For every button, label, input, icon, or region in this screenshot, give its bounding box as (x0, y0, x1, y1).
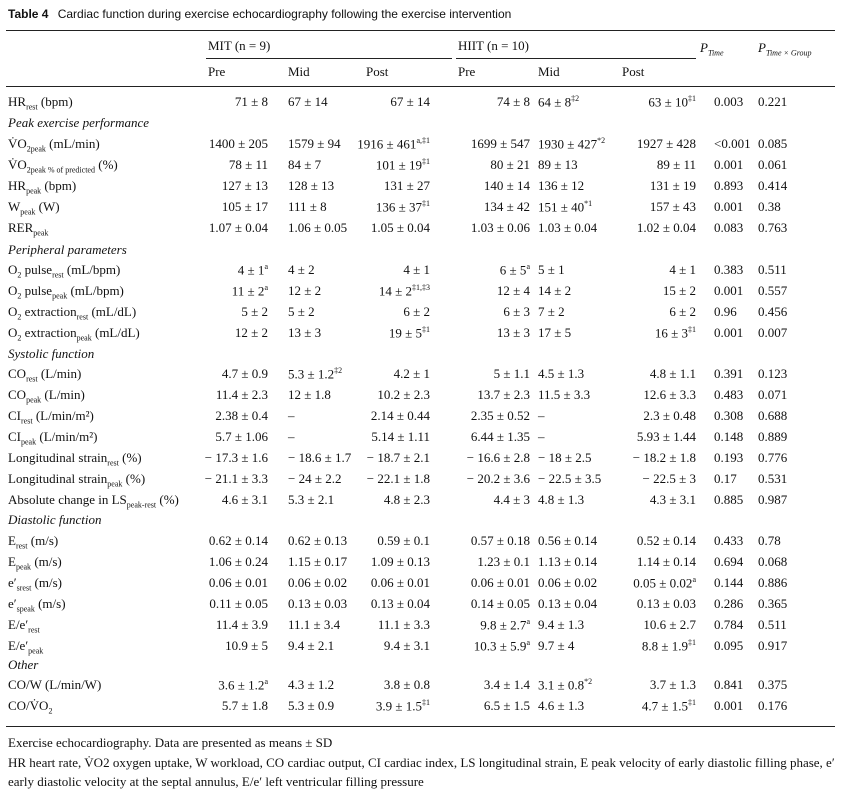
value-cell: 7 ± 2 (538, 304, 565, 319)
table-row (0, 220, 847, 241)
value-cell: 0.11 ± 0.05 (209, 596, 268, 611)
p-value-cell: 0.414 (758, 178, 788, 193)
value-cell: $151 \pm 40^{*1}$ (538, 199, 593, 215)
row-label: $CO_{peak}$ (L/min) (8, 387, 85, 405)
p-value-cell: 0.784 (714, 617, 744, 632)
p-value-cell: 0.38 (758, 199, 781, 214)
tp-hiit-post: Post (622, 64, 645, 79)
value-cell: 6 ± 2 (403, 304, 430, 319)
mit-rule (206, 58, 452, 59)
row-label: CO/W (L/min/W) (8, 677, 102, 692)
p-value-cell: 0.148 (714, 429, 744, 444)
value-cell: 3.7 ± 1.3 (649, 677, 696, 692)
p-value-cell: 0.286 (714, 596, 744, 611)
value-cell: 1927 ± 428 (636, 136, 696, 151)
value-cell: 5 ± 2 (288, 304, 315, 319)
table-row (0, 304, 847, 325)
p-value-cell: 0.483 (714, 387, 744, 402)
p-value-cell: 0.694 (714, 554, 744, 569)
row-label: $W_{peak}$ (W) (8, 199, 60, 217)
value-cell: 0.14 ± 0.05 (470, 596, 530, 611)
value-cell: 105 ± 17 (221, 199, 268, 214)
p-value-cell: 0.144 (714, 575, 744, 590)
value-cell: $5.3 \pm 1.2^{\ddagger 2}$ (288, 366, 343, 382)
row-label: $e'_{srest}$ (m/s) (8, 575, 62, 593)
value-cell: $8.8 \pm 1.9^{\ddagger 1}$ (641, 638, 696, 654)
value-cell: 13 ± 3 (288, 325, 322, 340)
value-cell: − 18.7 ± 2.1 (366, 450, 430, 465)
value-cell: 10.9 ± 5 (225, 638, 268, 653)
value-cell: – (288, 408, 295, 423)
value-cell: 14 ± 2 (538, 283, 572, 298)
p-value-cell: 0.001 (714, 283, 744, 298)
group-header-hiit: HIIT (n = 10) (458, 38, 529, 53)
value-cell: 1.09 ± 0.13 (370, 554, 430, 569)
value-cell: 4.4 ± 3 (493, 492, 530, 507)
table-row (0, 325, 847, 346)
value-cell: 136 ± 12 (538, 178, 585, 193)
value-cell: 140 ± 14 (483, 178, 530, 193)
bottom-rule (6, 726, 835, 727)
value-cell: − 17.3 ± 1.6 (204, 450, 268, 465)
table-row (0, 533, 847, 554)
p-value-cell: 0.987 (758, 492, 788, 507)
value-cell: 12 ± 4 (496, 283, 530, 298)
p-value-cell: 0.688 (758, 408, 788, 423)
value-cell: $63 \pm 10^{\ddagger 1}$ (648, 94, 696, 110)
p-time-header: $P_{Time}$ (700, 40, 724, 58)
p-value-cell: 0.391 (714, 366, 744, 381)
p-value-cell: 0.917 (758, 638, 788, 653)
p-value-cell: 0.095 (714, 638, 744, 653)
value-cell: 12 ± 2 (288, 283, 322, 298)
table-title: Cardiac function during exercise echocardiography following the exercise intervention (57, 7, 512, 21)
tp-mit-post: Post (366, 64, 389, 79)
section-systolic: Systolic function (8, 346, 95, 361)
value-cell: − 22.5 ± 3 (642, 471, 696, 486)
value-cell: 0.13 ± 0.04 (370, 596, 430, 611)
value-cell: 5.93 ± 1.44 (636, 429, 696, 444)
p-value-cell: 0.001 (714, 698, 744, 713)
value-cell: 134 ± 42 (483, 199, 530, 214)
p-value-cell: 0.083 (714, 220, 744, 235)
row-label: $CI_{rest}$ (L/min/m²) (8, 408, 94, 426)
tp-mit-pre: Pre (208, 64, 226, 79)
row-label: $O_2$ extraction$_{peak}$ (mL/dL) (8, 325, 140, 343)
value-cell: 5 ± 2 (241, 304, 268, 319)
value-cell: 4 ± 1 (403, 262, 430, 277)
row-label: $HR_{peak}$ (bpm) (8, 178, 77, 196)
value-cell: 0.62 ± 0.13 (288, 533, 348, 548)
p-value-cell: 0.841 (714, 677, 744, 692)
value-cell: 157 ± 43 (649, 199, 696, 214)
row-label: $V̇O_{2peak}$ (mL/min) (8, 136, 100, 154)
p-value-cell: 0.78 (758, 533, 781, 548)
value-cell: 0.05 ± 0.02$^a$ (633, 575, 696, 591)
table-row (0, 450, 847, 471)
row-label: $V̇O_{2peak \% of predicted}$ (%) (8, 157, 118, 175)
value-cell: 67 ± 14 (390, 94, 430, 109)
value-cell: 4.8 ± 1.1 (649, 366, 696, 381)
p-value-cell: 0.886 (758, 575, 788, 590)
value-cell: $64 \pm 8^{\ddagger 2}$ (538, 94, 580, 110)
value-cell: 4.6 ± 3.1 (221, 492, 268, 507)
table-row (0, 178, 847, 199)
value-cell: 84 ± 7 (288, 157, 322, 172)
value-cell: $136 \pm 37^{\ddagger 1}$ (375, 199, 430, 215)
value-cell: 1579 ± 94 (288, 136, 341, 151)
value-cell: 1.03 ± 0.04 (538, 220, 598, 235)
value-cell: − 18 ± 2.5 (538, 450, 592, 465)
hiit-rule (456, 58, 696, 59)
value-cell: 11.4 ± 3.9 (215, 617, 268, 632)
value-cell: 11.1 ± 3.4 (288, 617, 341, 632)
value-cell: $14 \pm 2^{\ddagger 1,\ddagger 3}$ (378, 283, 430, 299)
table-row (0, 492, 847, 513)
value-cell: 0.13 ± 0.03 (636, 596, 696, 611)
value-cell: 4.8 ± 1.3 (538, 492, 585, 507)
value-cell: 0.59 ± 0.1 (377, 533, 430, 548)
value-cell: 0.56 ± 0.14 (538, 533, 598, 548)
value-cell: 1.14 ± 0.14 (636, 554, 696, 569)
value-cell: $101 \pm 19^{\ddagger 1}$ (375, 157, 430, 173)
p-value-cell: 0.061 (758, 157, 788, 172)
value-cell: − 16.6 ± 2.8 (466, 450, 530, 465)
value-cell: 0.06 ± 0.01 (208, 575, 268, 590)
p-value-cell: 0.071 (758, 387, 788, 402)
value-cell: 2.35 ± 0.52 (470, 408, 530, 423)
value-cell: 15 ± 2 (662, 283, 696, 298)
p-value-cell: 0.433 (714, 533, 744, 548)
row-label: $E/e'_{peak}$ (8, 638, 44, 656)
section-other: Other (8, 657, 39, 672)
value-cell: 9.7 ± 4 (538, 638, 575, 653)
value-cell: – (538, 429, 545, 444)
value-cell: 9.4 ± 1.3 (538, 617, 585, 632)
p-value-cell: 0.003 (714, 94, 744, 109)
p-value-cell: 0.123 (758, 366, 788, 381)
p-value-cell: 0.085 (758, 136, 788, 151)
tp-mit-mid: Mid (288, 64, 310, 79)
value-cell: 1.02 ± 0.04 (636, 220, 696, 235)
footnote-summary: Exercise echocardiography. Data are presented as means ± SD (8, 735, 333, 750)
value-cell: 4.2 ± 1 (393, 366, 430, 381)
value-cell: 4.5 ± 1.3 (538, 366, 585, 381)
p-value-cell: 0.885 (714, 492, 744, 507)
tp-hiit-mid: Mid (538, 64, 560, 79)
table-row (0, 677, 847, 698)
value-cell: 5.3 ± 2.1 (288, 492, 335, 507)
p-value-cell: 0.456 (758, 304, 788, 319)
value-cell: $16 \pm 3^{\ddagger 1}$ (654, 325, 696, 341)
top-rule (6, 30, 835, 31)
p-value-cell: 0.763 (758, 220, 788, 235)
row-label: $O_2$ extraction$_{rest}$ (mL/dL) (8, 304, 137, 322)
value-cell: 5 ± 1.1 (493, 366, 530, 381)
value-cell: 0.06 ± 0.01 (370, 575, 430, 590)
value-cell: 4.8 ± 2.3 (383, 492, 430, 507)
value-cell: 3.8 ± 0.8 (383, 677, 430, 692)
value-cell: 10.2 ± 2.3 (377, 387, 430, 402)
table-row (0, 262, 847, 283)
p-value-cell: <0.001 (714, 136, 751, 151)
p-value-cell: 0.176 (758, 698, 788, 713)
value-cell: 0.13 ± 0.04 (538, 596, 598, 611)
value-cell: 1699 ± 547 (470, 136, 530, 151)
table-row (0, 94, 847, 115)
p-value-cell: 0.511 (758, 617, 787, 632)
value-cell: 11.5 ± 3.3 (538, 387, 591, 402)
value-cell: $3.1 \pm 0.8^{*2}$ (538, 677, 593, 693)
p-value-cell: 0.776 (758, 450, 788, 465)
value-cell: − 20.2 ± 3.6 (466, 471, 530, 486)
table-row (0, 471, 847, 492)
p-value-cell: 0.383 (714, 262, 744, 277)
value-cell: 10.6 ± 2.7 (643, 617, 696, 632)
value-cell: 6.44 ± 1.35 (470, 429, 530, 444)
p-value-cell: 0.193 (714, 450, 744, 465)
row-label: $CO_{rest}$ (L/min) (8, 366, 82, 384)
section-peripheral: Peripheral parameters (8, 242, 127, 257)
value-cell: − 18.6 ± 1.7 (288, 450, 352, 465)
value-cell: 6.5 ± 1.5 (483, 698, 530, 713)
row-label: Longitudinal strain$_{rest}$ (%) (8, 450, 142, 468)
value-cell: – (288, 429, 295, 444)
value-cell: 89 ± 11 (656, 157, 696, 172)
section-peak: Peak exercise performance (8, 115, 150, 130)
value-cell: 1.15 ± 0.17 (288, 554, 348, 569)
value-cell: 78 ± 11 (228, 157, 268, 172)
p-value-cell: 0.893 (714, 178, 744, 193)
value-cell: 11.1 ± 3.3 (377, 617, 430, 632)
value-cell: $6 \pm 5^a$ (499, 262, 530, 278)
p-value-cell: 0.001 (714, 325, 744, 340)
value-cell: 89 ± 13 (538, 157, 578, 172)
group-header-mit: MIT (n = 9) (208, 38, 271, 53)
p-value-cell: 0.511 (758, 262, 787, 277)
value-cell: 4.6 ± 1.3 (538, 698, 585, 713)
row-label: $HR_{rest}$ (bpm) (8, 94, 73, 112)
header-rule (6, 86, 835, 87)
tp-hiit-pre: Pre (458, 64, 476, 79)
value-cell: $4 \pm 1^a$ (237, 262, 268, 278)
table-row (0, 429, 847, 450)
row-label: $E_{rest}$ (m/s) (8, 533, 59, 551)
value-cell: 9.8 ± 2.7$^a$ (480, 617, 530, 633)
value-cell: 4.3 ± 1.2 (288, 677, 335, 692)
value-cell: $1930 \pm 427^{*2}$ (538, 136, 606, 152)
table-row (0, 638, 847, 659)
value-cell: 1.07 ± 0.04 (208, 220, 268, 235)
value-cell: 4 ± 1 (669, 262, 696, 277)
value-cell: 0.06 ± 0.02 (288, 575, 348, 590)
row-label: Absolute change in $LS_{peak-rest}$ (%) (8, 492, 179, 510)
value-cell: 71 ± 8 (234, 94, 268, 109)
value-cell: 1400 ± 205 (208, 136, 268, 151)
value-cell: 6 ± 2 (669, 304, 696, 319)
section-diastolic: Diastolic function (8, 512, 102, 527)
table-caption (8, 6, 511, 22)
value-cell: 0.62 ± 0.14 (208, 533, 268, 548)
value-cell: 111 ± 8 (288, 199, 327, 214)
table-row (0, 283, 847, 304)
value-cell: 128 ± 13 (288, 178, 335, 193)
value-cell: 9.4 ± 3.1 (383, 638, 430, 653)
value-cell: 2.3 ± 0.48 (643, 408, 696, 423)
value-cell: 3.4 ± 1.4 (483, 677, 530, 692)
value-cell: $11 \pm 2^a$ (231, 283, 268, 299)
value-cell: 5.7 ± 1.06 (215, 429, 268, 444)
table-row (0, 136, 847, 157)
value-cell: 13.7 ± 2.3 (477, 387, 530, 402)
value-cell: 5.14 ± 1.11 (371, 429, 430, 444)
value-cell: 1.13 ± 0.14 (538, 554, 598, 569)
value-cell: 1.06 ± 0.24 (208, 554, 268, 569)
p-value-cell: 0.531 (758, 471, 788, 486)
p-value-cell: 0.001 (714, 199, 744, 214)
p-value-cell: 0.96 (714, 304, 737, 319)
value-cell: $3.9 \pm 1.5^{\ddagger 1}$ (375, 698, 430, 714)
p-time-group-header: $P_{Time \times Group}$ (758, 40, 812, 58)
table-row (0, 617, 847, 638)
footnote-abbreviations: HR heart rate, V̇O2 oxygen uptake, W workload, CO cardiac output, CI cardiac index, LS longitudinal strain, E peak velocity of early diastolic filling phase, e′ early diastolic velocity at the septal annulus, E/e′ left ventricular filling pressure (8, 755, 835, 789)
value-cell: 10.3 ± 5.9$^a$ (473, 638, 530, 654)
row-label: $O_2$ pulse$_{peak}$ (mL/bpm) (8, 283, 124, 301)
value-cell: 3.6 ± 1.2$^a$ (218, 677, 268, 693)
value-cell: 127 ± 13 (221, 178, 268, 193)
row-label: $O_2$ pulse$_{rest}$ (mL/bpm) (8, 262, 121, 280)
row-label: $RER_{peak}$ (8, 220, 49, 238)
table-row (0, 199, 847, 220)
table-row (0, 157, 847, 178)
row-label: $E/e'_{rest}$ (8, 617, 40, 635)
value-cell: 1.05 ± 0.04 (370, 220, 430, 235)
table-row (0, 554, 847, 575)
p-value-cell: 0.365 (758, 596, 788, 611)
p-value-cell: 0.17 (714, 471, 737, 486)
value-cell: 0.06 ± 0.01 (470, 575, 530, 590)
p-value-cell: 0.001 (714, 157, 744, 172)
table-row (0, 698, 847, 719)
value-cell: 2.38 ± 0.4 (215, 408, 268, 423)
table-row (0, 408, 847, 429)
value-cell: 6 ± 3 (503, 304, 530, 319)
p-value-cell: 0.308 (714, 408, 744, 423)
p-value-cell: 0.068 (758, 554, 788, 569)
value-cell: $1916 \pm 461^{a,\ddagger 1}$ (357, 136, 430, 152)
table-row (0, 575, 847, 596)
value-cell: 2.14 ± 0.44 (370, 408, 430, 423)
value-cell: 17 ± 5 (538, 325, 572, 340)
value-cell: 0.52 ± 0.14 (636, 533, 696, 548)
value-cell: − 24 ± 2.2 (288, 471, 342, 486)
p-value-cell: 0.221 (758, 94, 788, 109)
value-cell: 74 ± 8 (496, 94, 530, 109)
value-cell: $19 \pm 5^{\ddagger 1}$ (388, 325, 430, 341)
row-label: $CI_{peak}$ (L/min/m²) (8, 429, 98, 447)
value-cell: 11.4 ± 2.3 (215, 387, 268, 402)
p-value-cell: 0.375 (758, 677, 788, 692)
value-cell: 4 ± 2 (288, 262, 315, 277)
table-label: Table 4 (8, 7, 49, 21)
value-cell: 131 ± 27 (383, 178, 430, 193)
value-cell: 0.06 ± 0.02 (538, 575, 598, 590)
value-cell: 5.3 ± 0.9 (288, 698, 335, 713)
value-cell: 131 ± 19 (649, 178, 696, 193)
value-cell: 0.13 ± 0.03 (288, 596, 348, 611)
value-cell: 12.6 ± 3.3 (643, 387, 696, 402)
table-row (0, 387, 847, 408)
value-cell: 12 ± 1.8 (288, 387, 331, 402)
value-cell: $4.7 \pm 1.5^{\ddagger 1}$ (641, 698, 696, 714)
value-cell: 5.7 ± 1.8 (221, 698, 268, 713)
value-cell: 12 ± 2 (234, 325, 268, 340)
p-value-cell: 0.007 (758, 325, 788, 340)
value-cell: 9.4 ± 2.1 (288, 638, 335, 653)
row-label: $e'_{speak}$ (m/s) (8, 596, 66, 614)
row-label: $CO/V̇O_2$ (8, 698, 53, 716)
value-cell: 80 ± 21 (490, 157, 530, 172)
value-cell: 5 ± 1 (538, 262, 565, 277)
value-cell: 4.7 ± 0.9 (221, 366, 268, 381)
table-row (0, 596, 847, 617)
value-cell: 1.23 ± 0.1 (477, 554, 530, 569)
table-row (0, 366, 847, 387)
value-cell: 1.03 ± 0.06 (470, 220, 530, 235)
value-cell: – (538, 408, 545, 423)
row-label: Longitudinal strain$_{peak}$ (%) (8, 471, 146, 489)
p-value-cell: 0.889 (758, 429, 788, 444)
value-cell: − 22.1 ± 1.8 (366, 471, 430, 486)
value-cell: 4.3 ± 3.1 (649, 492, 696, 507)
value-cell: 67 ± 14 (288, 94, 328, 109)
value-cell: − 18.2 ± 1.8 (632, 450, 696, 465)
value-cell: − 22.5 ± 3.5 (538, 471, 602, 486)
row-label: $E_{peak}$ (m/s) (8, 554, 62, 572)
value-cell: − 21.1 ± 3.3 (204, 471, 268, 486)
value-cell: 13 ± 3 (496, 325, 530, 340)
p-value-cell: 0.557 (758, 283, 788, 298)
value-cell: 0.57 ± 0.18 (470, 533, 530, 548)
value-cell: 1.06 ± 0.05 (288, 220, 348, 235)
